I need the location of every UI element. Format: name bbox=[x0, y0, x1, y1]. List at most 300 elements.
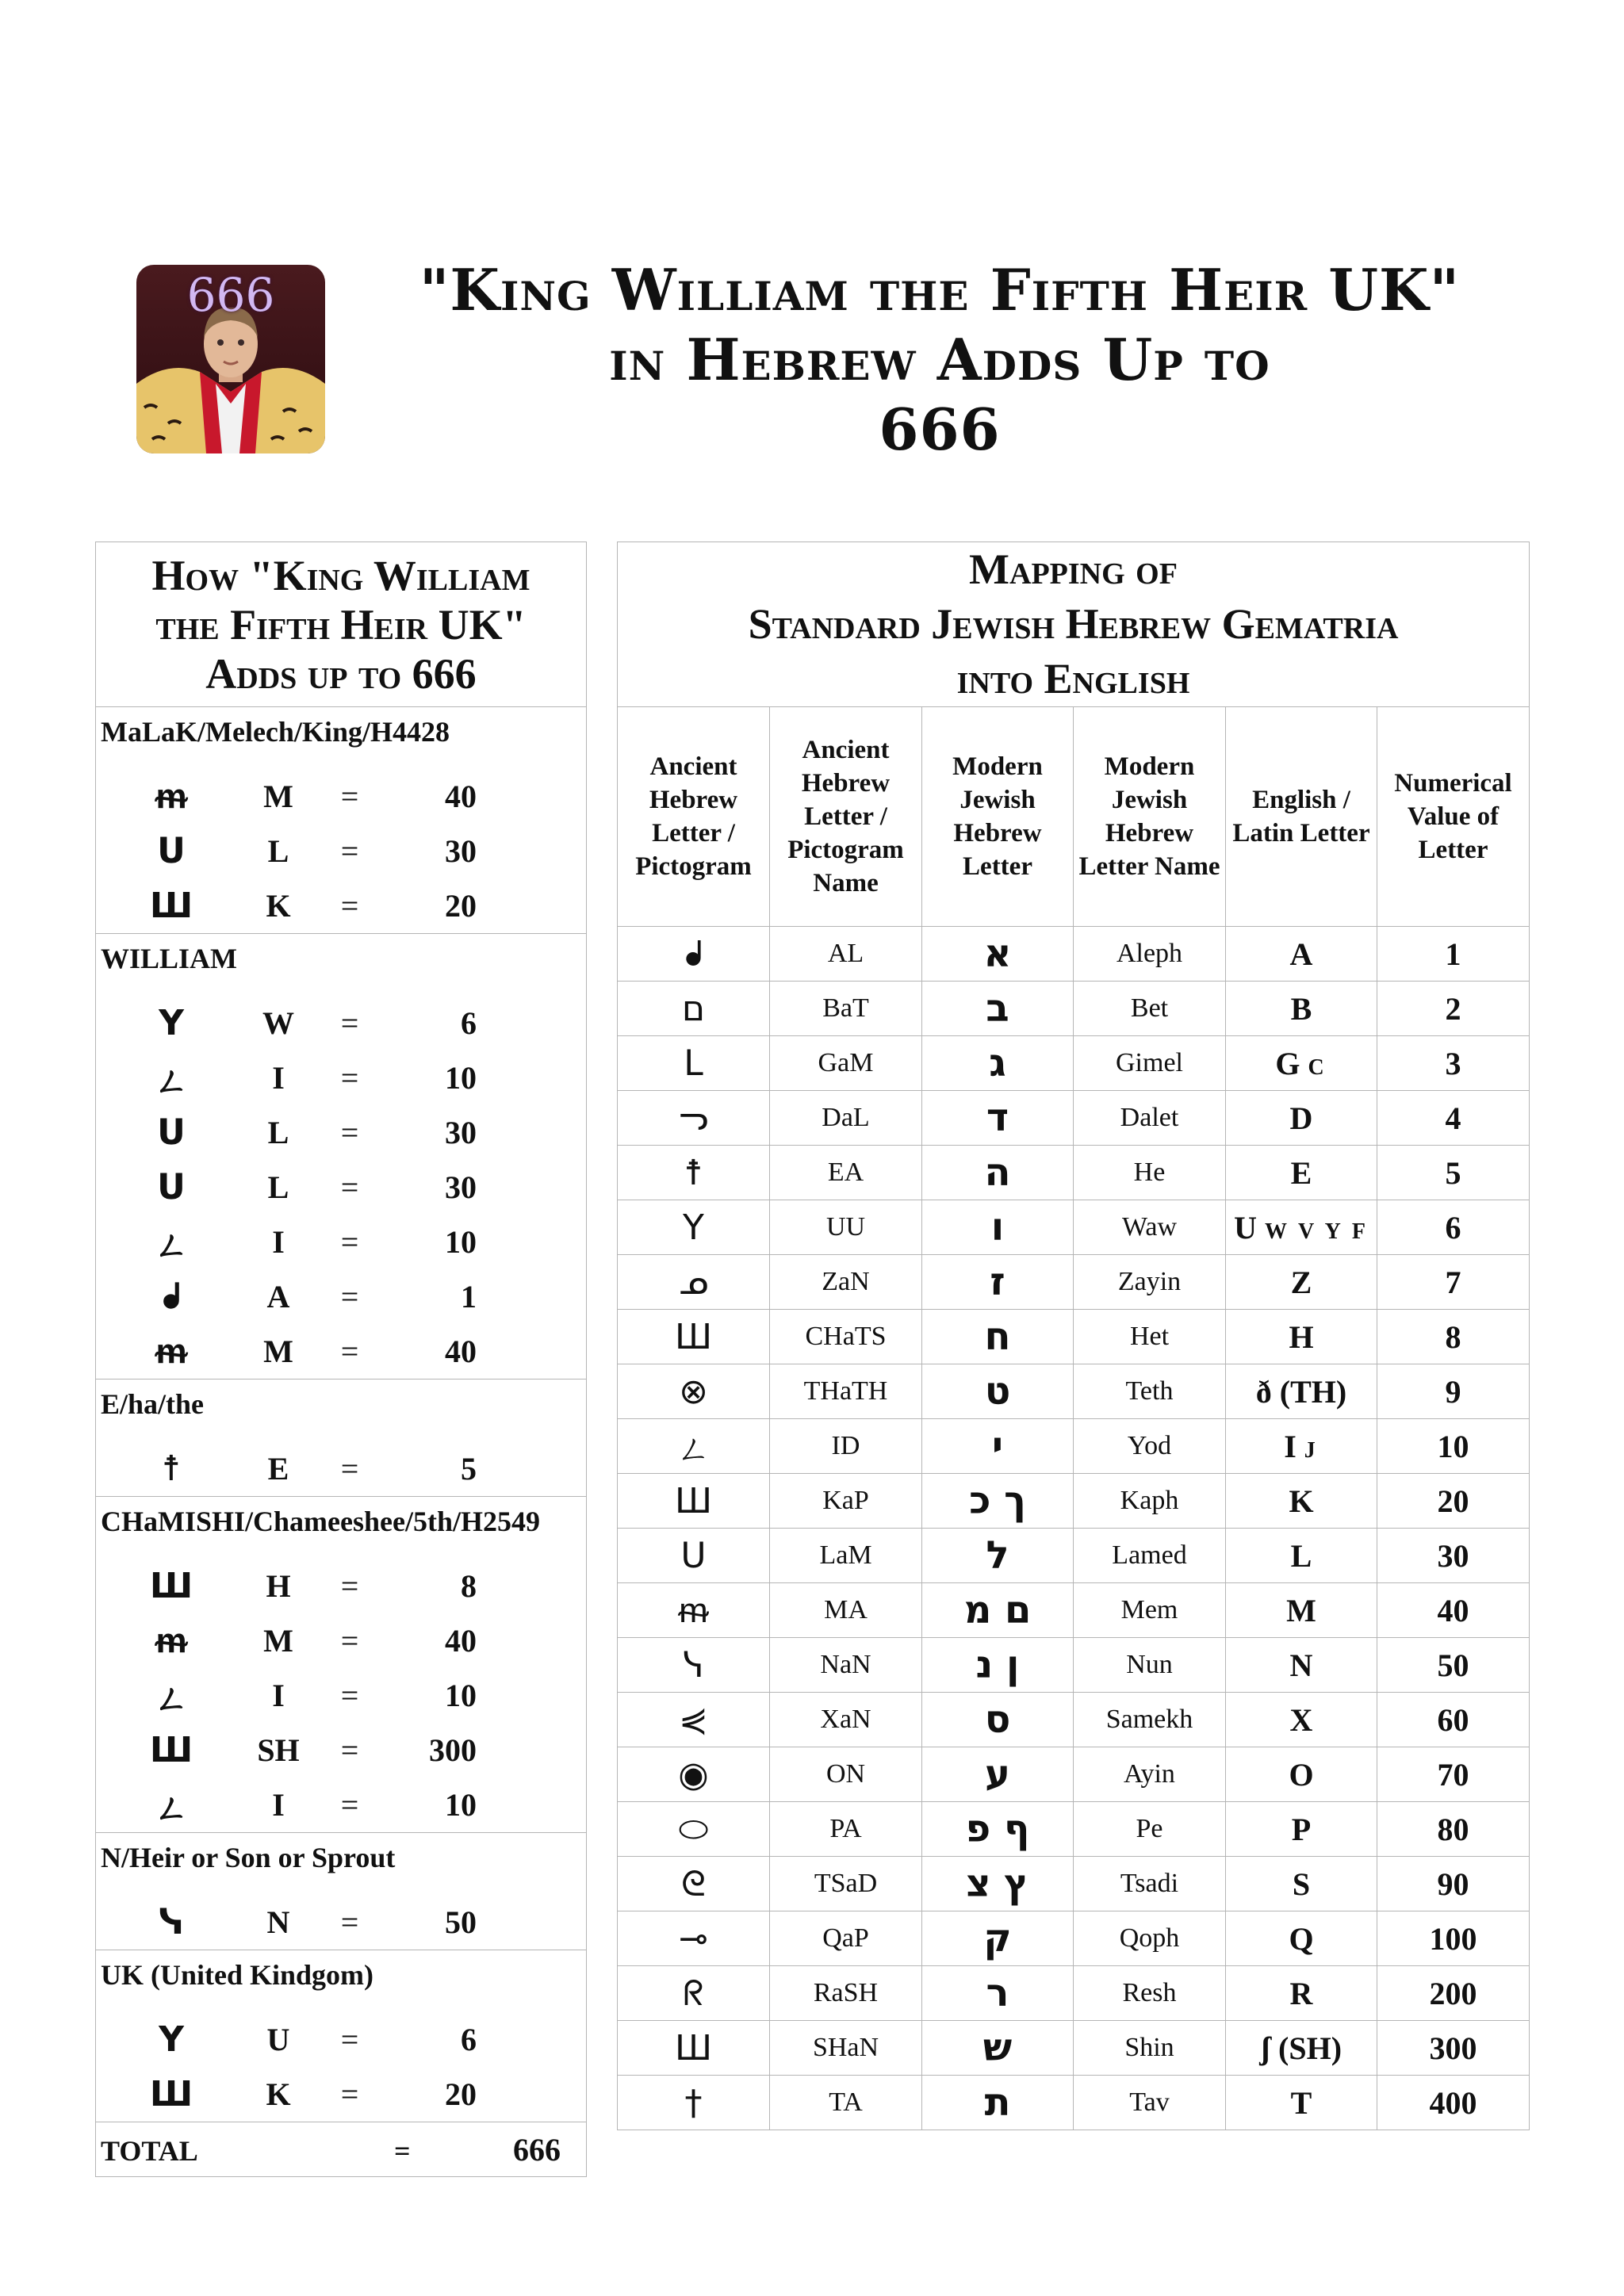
english-letter-cell bbox=[1226, 1911, 1377, 1966]
hebrew-letter-name: Het bbox=[1074, 1310, 1226, 1364]
pictogram-icon: ㄥ bbox=[154, 1225, 189, 1266]
calc-value: 10 bbox=[445, 1678, 477, 1713]
calc-row-cell bbox=[96, 1895, 587, 1950]
pictogram-icon: † bbox=[618, 2076, 770, 2130]
gematria-mapping-table bbox=[617, 541, 1530, 2130]
calc-row bbox=[96, 2012, 586, 2067]
hebrew-letter-name: Ayin bbox=[1074, 1747, 1226, 1802]
calc-letter: K bbox=[266, 888, 291, 924]
pictogram-name: MA bbox=[770, 1583, 922, 1638]
calc-row-cell bbox=[96, 878, 587, 934]
english-letter-variants: W V Y F bbox=[1264, 1219, 1369, 1244]
calc-row bbox=[96, 824, 586, 878]
pictogram-icon: ᖇ bbox=[618, 1966, 770, 2021]
hebrew-letter-name: Pe bbox=[1074, 1802, 1226, 1857]
hebrew-letter: ז bbox=[922, 1255, 1074, 1310]
pictogram-icon: Ш bbox=[149, 886, 193, 926]
hebrew-letter: ם מ bbox=[922, 1583, 1074, 1638]
calc-section-title: WILLIAM bbox=[96, 934, 587, 997]
pictogram-icon: ⊸ bbox=[618, 1911, 770, 1966]
calc-row bbox=[96, 1215, 586, 1269]
calc-row-cell bbox=[96, 1324, 587, 1380]
pictogram-icon: ם bbox=[618, 982, 770, 1036]
mapping-row bbox=[618, 927, 1530, 982]
english-letter-cell bbox=[1226, 1091, 1377, 1146]
numerical-value: 8 bbox=[1377, 1310, 1530, 1364]
hebrew-letter: ף פ bbox=[922, 1802, 1074, 1857]
mapping-table-header bbox=[618, 542, 1530, 707]
calc-row bbox=[96, 2067, 586, 2122]
pictogram-icon: ⋞ bbox=[618, 1693, 770, 1747]
calc-value: 300 bbox=[429, 1732, 477, 1768]
mapping-row bbox=[618, 1255, 1530, 1310]
calc-letter: M bbox=[263, 779, 293, 814]
calc-equals: = bbox=[340, 1568, 359, 1604]
calc-equals: = bbox=[340, 1224, 359, 1260]
page-title bbox=[365, 255, 1515, 465]
pictogram-icon: ᑌ bbox=[157, 1112, 186, 1153]
mapping-row bbox=[618, 2076, 1530, 2130]
pictogram-name: SHaN bbox=[770, 2021, 922, 2076]
numerical-value: 40 bbox=[1377, 1583, 1530, 1638]
numerical-value: 6 bbox=[1377, 1200, 1530, 1255]
hebrew-letter-name: Dalet bbox=[1074, 1091, 1226, 1146]
hebrew-letter-name: Lamed bbox=[1074, 1529, 1226, 1583]
pictogram-icon: ㄥ bbox=[154, 1061, 189, 1102]
english-letter: R bbox=[1289, 1975, 1313, 2011]
calc-section-title: E/ha/the bbox=[96, 1380, 587, 1442]
english-letter: D bbox=[1289, 1100, 1313, 1136]
calc-section-title: UK (United Kindgom) bbox=[96, 1950, 587, 2013]
hebrew-letter-name: Resh bbox=[1074, 1966, 1226, 2021]
calc-equals: = bbox=[340, 1787, 359, 1823]
calc-row-cell bbox=[96, 1559, 587, 1613]
pictogram-icon: Ш bbox=[618, 1310, 770, 1364]
calc-row bbox=[96, 996, 586, 1050]
calc-value: 30 bbox=[445, 1115, 477, 1150]
pictogram-icon: ㄥ bbox=[154, 1788, 189, 1829]
calc-letter: E bbox=[267, 1451, 289, 1487]
pictogram-name: ON bbox=[770, 1747, 922, 1802]
calc-value: 10 bbox=[445, 1224, 477, 1260]
hebrew-letter: ג bbox=[922, 1036, 1074, 1091]
mapping-row bbox=[618, 1091, 1530, 1146]
pictogram-icon: ᓓ bbox=[618, 1091, 770, 1146]
mapping-row bbox=[618, 982, 1530, 1036]
pictogram-icon: ᓭ bbox=[158, 1902, 185, 1942]
pictogram-icon: ᑌ bbox=[157, 1167, 186, 1207]
calc-value: 1 bbox=[461, 1279, 477, 1314]
portrait-logo-image bbox=[136, 265, 325, 453]
hebrew-letter: ע bbox=[922, 1747, 1074, 1802]
hebrew-letter-name: He bbox=[1074, 1146, 1226, 1200]
calc-header-line-3: Adds up to 666 bbox=[205, 649, 477, 698]
mapping-row bbox=[618, 1200, 1530, 1255]
hebrew-letter-name: Kaph bbox=[1074, 1474, 1226, 1529]
pictogram-name: NaN bbox=[770, 1638, 922, 1693]
numerical-value: 60 bbox=[1377, 1693, 1530, 1747]
english-letter-cell bbox=[1226, 927, 1377, 982]
pictogram-name: XaN bbox=[770, 1693, 922, 1747]
calc-letter: I bbox=[272, 1678, 285, 1713]
english-letter: M bbox=[1286, 1592, 1316, 1628]
calc-row bbox=[96, 1895, 586, 1950]
calc-row-cell bbox=[96, 1215, 587, 1269]
numerical-value: 3 bbox=[1377, 1036, 1530, 1091]
calc-row bbox=[96, 1559, 586, 1613]
pictogram-name: CHaTS bbox=[770, 1310, 922, 1364]
calc-value: 40 bbox=[445, 779, 477, 814]
calc-equals: = bbox=[340, 1678, 359, 1713]
calc-letter: L bbox=[267, 1115, 289, 1150]
pictogram-name: ID bbox=[770, 1419, 922, 1474]
english-letter: U bbox=[1234, 1209, 1257, 1246]
hebrew-letter: ן נ bbox=[922, 1638, 1074, 1693]
hebrew-letter: א bbox=[922, 927, 1074, 982]
hebrew-letter: ד bbox=[922, 1091, 1074, 1146]
calc-value: 40 bbox=[445, 1334, 477, 1369]
hebrew-letter-name: Nun bbox=[1074, 1638, 1226, 1693]
mapping-row bbox=[618, 1419, 1530, 1474]
calc-equals: = bbox=[340, 1732, 359, 1768]
hebrew-letter-name: Waw bbox=[1074, 1200, 1226, 1255]
calc-value: 10 bbox=[445, 1787, 477, 1823]
calc-equals: = bbox=[340, 779, 359, 814]
calc-letter: L bbox=[267, 833, 289, 869]
calc-row bbox=[96, 1105, 586, 1160]
pictogram-name: THaTH bbox=[770, 1364, 922, 1419]
pictogram-icon: ㄥ bbox=[154, 1678, 189, 1720]
calc-row-cell bbox=[96, 1160, 587, 1215]
calc-equals: = bbox=[340, 1060, 359, 1096]
hebrew-letter-name: Yod bbox=[1074, 1419, 1226, 1474]
calc-row-cell bbox=[96, 769, 587, 824]
numerical-value: 300 bbox=[1377, 2021, 1530, 2076]
calc-letter: N bbox=[266, 1904, 290, 1940]
english-letter: H bbox=[1289, 1318, 1314, 1355]
pictogram-icon: Ш bbox=[618, 1474, 770, 1529]
numerical-value: 10 bbox=[1377, 1419, 1530, 1474]
calc-letter: M bbox=[263, 1334, 293, 1369]
calc-value: 5 bbox=[461, 1451, 477, 1487]
title-line-3: 666 bbox=[879, 396, 1001, 463]
calc-header-line-1: How "King William bbox=[151, 551, 530, 599]
numerical-value: 7 bbox=[1377, 1255, 1530, 1310]
pictogram-name: KaP bbox=[770, 1474, 922, 1529]
mapping-row bbox=[618, 1036, 1530, 1091]
calc-value: 50 bbox=[445, 1904, 477, 1940]
hebrew-letter: ב bbox=[922, 982, 1074, 1036]
english-letter-cell bbox=[1226, 1529, 1377, 1583]
pictogram-icon: ᵯ bbox=[618, 1583, 770, 1638]
english-letter-cell bbox=[1226, 1146, 1377, 1200]
mapping-row bbox=[618, 1747, 1530, 1802]
english-letter-cell bbox=[1226, 1638, 1377, 1693]
mapping-row bbox=[618, 1583, 1530, 1638]
calc-equals: = bbox=[340, 1334, 359, 1369]
english-letter: N bbox=[1289, 1647, 1313, 1683]
english-letter-variants: C bbox=[1308, 1054, 1327, 1080]
pictogram-icon: Ш bbox=[149, 1730, 193, 1770]
calc-letter: L bbox=[267, 1169, 289, 1205]
calc-section-title: MaLaK/Melech/King/H4428 bbox=[96, 707, 587, 770]
mapping-row bbox=[618, 1693, 1530, 1747]
numerical-value: 9 bbox=[1377, 1364, 1530, 1419]
calc-equals: = bbox=[340, 1451, 359, 1487]
mapping-row bbox=[618, 1638, 1530, 1693]
pictogram-icon: ᖱ bbox=[162, 1276, 181, 1317]
calc-value: 30 bbox=[445, 1169, 477, 1205]
english-letter: B bbox=[1290, 990, 1312, 1027]
numerical-value: 30 bbox=[1377, 1529, 1530, 1583]
hebrew-letter-name: Aleph bbox=[1074, 927, 1226, 982]
calc-row-cell bbox=[96, 1105, 587, 1160]
pictogram-name: UU bbox=[770, 1200, 922, 1255]
calc-row-cell bbox=[96, 824, 587, 878]
numerical-value: 80 bbox=[1377, 1802, 1530, 1857]
pictogram-icon: ᒪ bbox=[618, 1036, 770, 1091]
pictogram-icon: ☨ bbox=[162, 1448, 181, 1489]
english-letter: T bbox=[1290, 2084, 1312, 2121]
pictogram-icon: ᑌ bbox=[618, 1529, 770, 1583]
mapping-row bbox=[618, 1966, 1530, 2021]
total-equals: = bbox=[394, 2134, 411, 2167]
numerical-value: 1 bbox=[1377, 927, 1530, 982]
calc-row bbox=[96, 1723, 586, 1777]
english-letter-cell bbox=[1226, 1310, 1377, 1364]
mapping-header-line-3: into English bbox=[956, 655, 1190, 702]
pictogram-icon: ᓄ bbox=[618, 1255, 770, 1310]
pictogram-name: EA bbox=[770, 1146, 922, 1200]
english-letter-cell bbox=[1226, 1747, 1377, 1802]
calc-row-cell bbox=[96, 1777, 587, 1833]
hebrew-letter-name: Teth bbox=[1074, 1364, 1226, 1419]
english-letter-cell bbox=[1226, 2021, 1377, 2076]
hebrew-letter: ו bbox=[922, 1200, 1074, 1255]
calc-row-cell bbox=[96, 1613, 587, 1668]
calc-letter: M bbox=[263, 1623, 293, 1659]
hebrew-letter: ה bbox=[922, 1146, 1074, 1200]
calc-letter: W bbox=[262, 1005, 294, 1041]
english-letter: Q bbox=[1289, 1920, 1314, 1957]
mapping-row bbox=[618, 1911, 1530, 1966]
numerical-value: 200 bbox=[1377, 1966, 1530, 2021]
calc-row bbox=[96, 1441, 586, 1496]
mapping-header-line-2: Standard Jewish Hebrew Gematria bbox=[748, 600, 1399, 648]
hebrew-letter-name: Mem bbox=[1074, 1583, 1226, 1638]
calc-equals: = bbox=[340, 1005, 359, 1041]
mapping-row bbox=[618, 2021, 1530, 2076]
calc-section-title: N/Heir or Son or Sprout bbox=[96, 1833, 587, 1896]
mapping-row bbox=[618, 1310, 1530, 1364]
calc-row-cell bbox=[96, 1441, 587, 1497]
calc-row bbox=[96, 878, 586, 933]
calc-row bbox=[96, 1160, 586, 1215]
english-letter-cell bbox=[1226, 1419, 1377, 1474]
english-letter: L bbox=[1290, 1537, 1312, 1574]
logo-666-text: 666 bbox=[186, 268, 275, 322]
pictogram-name: RaSH bbox=[770, 1966, 922, 2021]
numerical-value: 50 bbox=[1377, 1638, 1530, 1693]
hebrew-letter: ש bbox=[922, 2021, 1074, 2076]
hebrew-letter: ט bbox=[922, 1364, 1074, 1419]
numerical-value: 400 bbox=[1377, 2076, 1530, 2130]
hebrew-letter-name: Tsadi bbox=[1074, 1857, 1226, 1911]
title-line-2: in Hebrew Adds Up to bbox=[609, 326, 1270, 393]
hebrew-letter: ל bbox=[922, 1529, 1074, 1583]
calc-row bbox=[96, 1613, 586, 1668]
calc-row bbox=[96, 1668, 586, 1723]
english-letter: X bbox=[1289, 1701, 1313, 1738]
pictogram-icon: Y bbox=[159, 1003, 184, 1043]
calc-letter: A bbox=[266, 1279, 290, 1314]
calc-section-title: CHaMISHI/Chameeshee/5th/H2549 bbox=[96, 1497, 587, 1559]
pictogram-icon: Ш bbox=[149, 2074, 193, 2114]
calc-equals: = bbox=[340, 888, 359, 924]
english-letter-cell bbox=[1226, 1857, 1377, 1911]
calc-row-cell bbox=[96, 2012, 587, 2067]
pictogram-name: TA bbox=[770, 2076, 922, 2130]
pictogram-name: GaM bbox=[770, 1036, 922, 1091]
english-letter: O bbox=[1289, 1756, 1314, 1793]
calc-total-row bbox=[96, 2122, 587, 2177]
calc-value: 6 bbox=[461, 2022, 477, 2057]
english-letter-cell bbox=[1226, 1802, 1377, 1857]
hebrew-letter: י bbox=[922, 1419, 1074, 1474]
calc-value: 20 bbox=[445, 2076, 477, 2112]
mapping-row bbox=[618, 1802, 1530, 1857]
hebrew-letter-name: Gimel bbox=[1074, 1036, 1226, 1091]
total-label: TOTAL bbox=[101, 2134, 198, 2167]
pictogram-name: ZaN bbox=[770, 1255, 922, 1310]
pictogram-icon: ᵯ bbox=[155, 776, 187, 817]
english-letter-cell bbox=[1226, 1583, 1377, 1638]
calc-row bbox=[96, 1269, 586, 1324]
calc-row bbox=[96, 1324, 586, 1379]
pictogram-icon: ᵯ bbox=[155, 1621, 187, 1661]
english-letter-cell bbox=[1226, 1200, 1377, 1255]
numerical-value: 20 bbox=[1377, 1474, 1530, 1529]
pictogram-icon: Ш bbox=[149, 1566, 193, 1606]
calc-equals: = bbox=[340, 2076, 359, 2112]
column-header: Ancient Hebrew Letter / Pictogram bbox=[618, 707, 770, 927]
hebrew-letter-name: Qoph bbox=[1074, 1911, 1226, 1966]
calc-equals: = bbox=[340, 1904, 359, 1940]
numerical-value: 100 bbox=[1377, 1911, 1530, 1966]
calc-equals: = bbox=[340, 1623, 359, 1659]
numerical-value: 2 bbox=[1377, 982, 1530, 1036]
calc-row-cell bbox=[96, 1668, 587, 1723]
english-letter: G bbox=[1275, 1045, 1300, 1081]
pictogram-icon: ⊗ bbox=[618, 1364, 770, 1419]
hebrew-letter-name: Shin bbox=[1074, 2021, 1226, 2076]
pictogram-name: LaM bbox=[770, 1529, 922, 1583]
calc-row bbox=[96, 1050, 586, 1105]
english-letter: E bbox=[1290, 1154, 1312, 1191]
calc-value: 40 bbox=[445, 1623, 477, 1659]
english-letter: ð (TH) bbox=[1255, 1373, 1347, 1410]
english-letter-cell bbox=[1226, 1036, 1377, 1091]
hebrew-letter-name: Tav bbox=[1074, 2076, 1226, 2130]
mapping-row bbox=[618, 1857, 1530, 1911]
english-letter-cell bbox=[1226, 1966, 1377, 2021]
column-header: Ancient Hebrew Letter / Pictogram Name bbox=[770, 707, 922, 927]
calc-letter: I bbox=[272, 1787, 285, 1823]
calc-header-line-2: the Fifth Heir UK" bbox=[155, 600, 527, 649]
pictogram-icon: ᖱ bbox=[618, 927, 770, 982]
calc-row-cell bbox=[96, 996, 587, 1050]
calc-value: 20 bbox=[445, 888, 477, 924]
calc-value: 6 bbox=[461, 1005, 477, 1041]
calc-equals: = bbox=[340, 833, 359, 869]
pictogram-name: PA bbox=[770, 1802, 922, 1857]
english-letter: P bbox=[1291, 1811, 1312, 1847]
calc-letter: H bbox=[266, 1568, 291, 1604]
column-header: Modern Jewish Hebrew Letter Name bbox=[1074, 707, 1226, 927]
hebrew-letter-name: Zayin bbox=[1074, 1255, 1226, 1310]
pictogram-icon: ᑌ bbox=[157, 831, 186, 871]
mapping-row bbox=[618, 1364, 1530, 1419]
numerical-value: 70 bbox=[1377, 1747, 1530, 1802]
calc-equals: = bbox=[340, 2022, 359, 2057]
calc-letter: SH bbox=[257, 1732, 300, 1768]
calc-letter: I bbox=[272, 1224, 285, 1260]
calc-value: 10 bbox=[445, 1060, 477, 1096]
calculation-table bbox=[95, 541, 587, 2177]
calc-row-cell bbox=[96, 1269, 587, 1324]
pictogram-icon: ᘓ bbox=[618, 1857, 770, 1911]
hebrew-letter: ק bbox=[922, 1911, 1074, 1966]
mapping-row bbox=[618, 1146, 1530, 1200]
hebrew-letter: ך כ bbox=[922, 1474, 1074, 1529]
total-value: 666 bbox=[513, 2131, 561, 2168]
english-letter-variants: J bbox=[1304, 1437, 1319, 1463]
pictogram-icon: ☨ bbox=[618, 1146, 770, 1200]
calc-row bbox=[96, 1777, 586, 1832]
pictogram-name: AL bbox=[770, 927, 922, 982]
calc-letter: I bbox=[272, 1060, 285, 1096]
hebrew-letter: ס bbox=[922, 1693, 1074, 1747]
pictogram-icon: Y bbox=[618, 1200, 770, 1255]
mapping-row bbox=[618, 1474, 1530, 1529]
english-letter-cell bbox=[1226, 1474, 1377, 1529]
calc-equals: = bbox=[340, 1279, 359, 1314]
pictogram-icon: ㄥ bbox=[618, 1419, 770, 1474]
english-letter: ʃ (SH) bbox=[1260, 2030, 1342, 2066]
pictogram-icon: ◉ bbox=[618, 1747, 770, 1802]
english-letter: K bbox=[1289, 1483, 1314, 1519]
pictogram-name: DaL bbox=[770, 1091, 922, 1146]
pictogram-name: QaP bbox=[770, 1911, 922, 1966]
hebrew-letter: ת bbox=[922, 2076, 1074, 2130]
english-letter: S bbox=[1292, 1866, 1311, 1902]
pictogram-icon: Y bbox=[159, 2019, 184, 2060]
calc-row-cell bbox=[96, 1723, 587, 1777]
english-letter: Z bbox=[1290, 1264, 1312, 1300]
mapping-header-line-1: Mapping of bbox=[969, 545, 1178, 593]
numerical-value: 4 bbox=[1377, 1091, 1530, 1146]
calc-letter: K bbox=[266, 2076, 291, 2112]
pictogram-icon: ᓭ bbox=[618, 1638, 770, 1693]
pictogram-name: BaT bbox=[770, 982, 922, 1036]
pictogram-icon: ⬭ bbox=[618, 1802, 770, 1857]
english-letter-cell bbox=[1226, 1255, 1377, 1310]
hebrew-letter: ח bbox=[922, 1310, 1074, 1364]
english-letter-cell bbox=[1226, 982, 1377, 1036]
column-header: English / Latin Letter bbox=[1226, 707, 1377, 927]
pictogram-icon: Ш bbox=[618, 2021, 770, 2076]
calc-row-cell bbox=[96, 1050, 587, 1105]
